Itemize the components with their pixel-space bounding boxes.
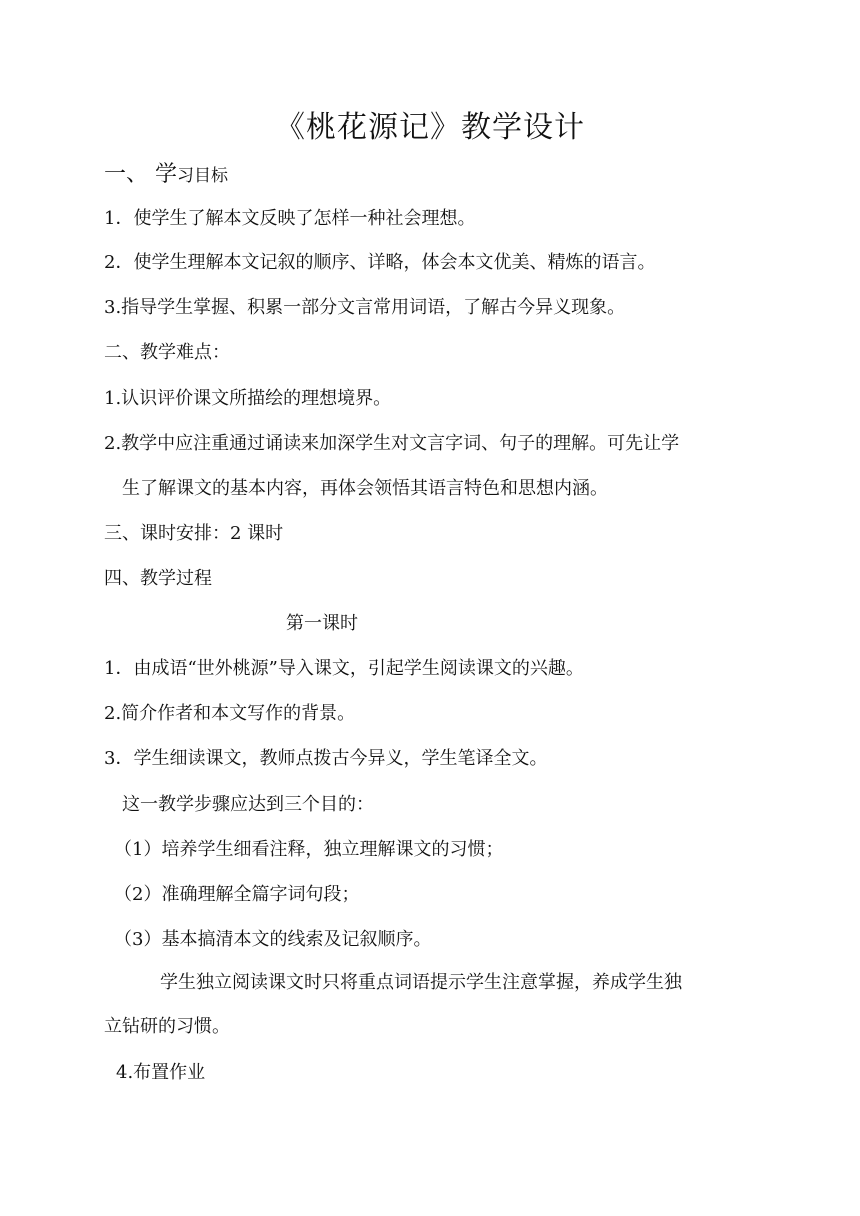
note-line-1: 学生独立阅读课文时只将重点词语提示学生注意掌握，养成学生独 <box>160 972 682 993</box>
objective-item-3: 3.指导学生掌握、积累一部分文言常用词语，了解古今异义现象。 <box>104 297 626 318</box>
goals-intro: 这一教学步骤应达到三个目的： <box>122 794 374 815</box>
process-step-1: 1．由成语“世外桃源”导入课文，引起学生阅读课文的兴趣。 <box>104 658 584 679</box>
difficulty-item-2-line-1: 2.教学中应注重通过诵读来加深学生对文言字词、句子的理解。可先让学 <box>104 433 680 454</box>
note-line-2: 立钻研的习惯。 <box>104 1016 230 1037</box>
lesson-subheading: 第一课时 <box>286 613 358 634</box>
section-1-heading <box>104 160 228 190</box>
section-1-heading-main: 一、 学 <box>104 162 177 187</box>
section-2-heading: 二、教学难点： <box>104 342 230 363</box>
section-4-heading: 四、教学过程 <box>104 568 212 589</box>
document-title: 《桃花源记》教学设计 <box>275 110 585 145</box>
difficulty-item-1: 1.认识评价课文所描绘的理想境界。 <box>104 388 392 409</box>
process-step-4: 4.布置作业 <box>116 1062 206 1083</box>
process-step-2: 2.简介作者和本文写作的背景。 <box>104 703 356 724</box>
objective-item-1: 1．使学生了解本文反映了怎样一种社会理想。 <box>104 208 476 229</box>
section-3-heading: 三、课时安排：2 课时 <box>104 523 284 544</box>
section-1-heading-rest: 习目标 <box>177 166 228 186</box>
goal-item-2: （2）准确理解全篇字词句段； <box>114 884 360 905</box>
process-step-3: 3．学生细读课文，教师点拨古今异义，学生笔译全文。 <box>104 748 548 769</box>
goal-item-1: （1）培养学生细看注释，独立理解课文的习惯； <box>114 839 504 860</box>
goal-item-3: （3）基本搞清本文的线索及记叙顺序。 <box>114 929 432 950</box>
difficulty-item-2-line-2: 生了解课文的基本内容，再体会领悟其语言特色和思想内涵。 <box>122 478 608 499</box>
objective-item-2: 2．使学生理解本文记叙的顺序、详略，体会本文优美、精炼的语言。 <box>104 252 656 273</box>
